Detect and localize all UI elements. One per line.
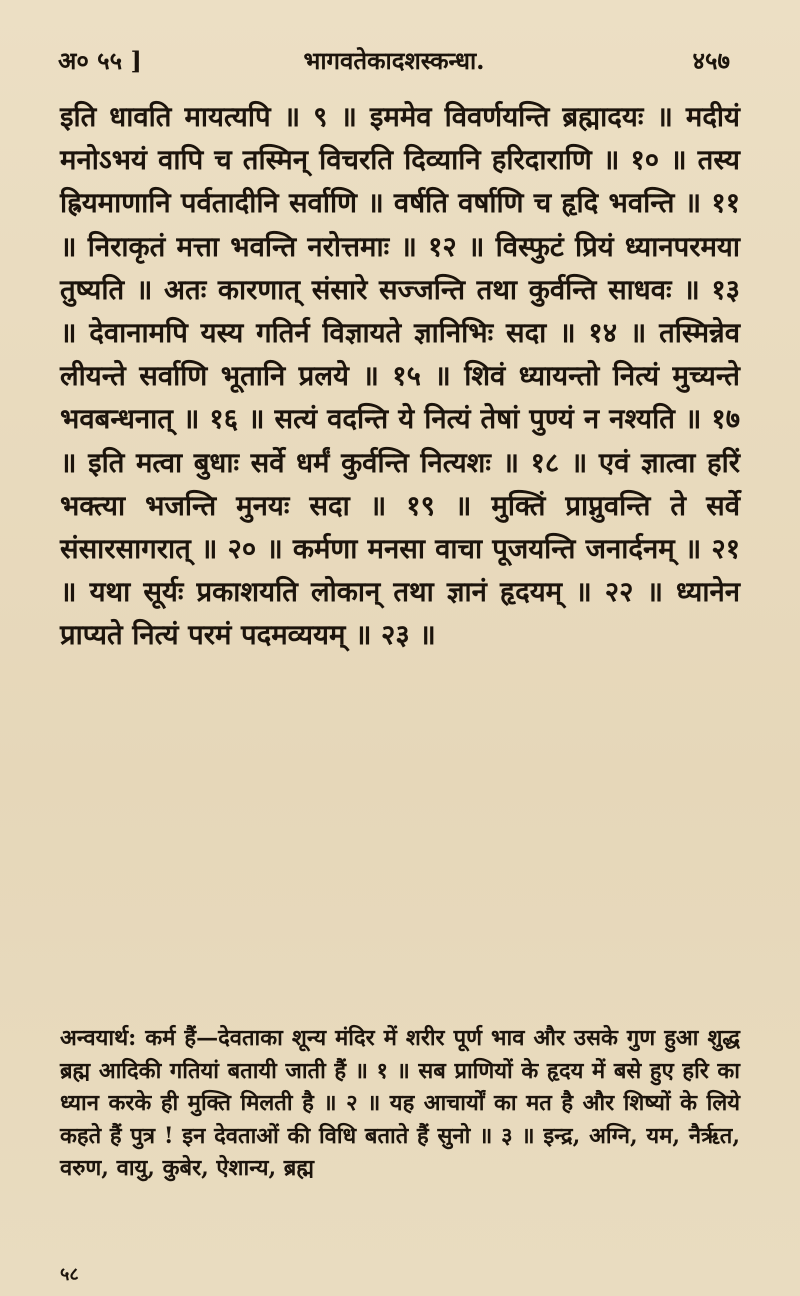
chapter-marker: अ० ५५ ]: [58, 46, 142, 75]
commentary-block: [60, 1022, 740, 1185]
page-header: [58, 44, 730, 84]
verse-block: [60, 96, 740, 658]
signature-mark: ५८: [60, 1264, 79, 1285]
page-number: ४५७: [692, 46, 730, 75]
running-title: भागवतेकादशस्कन्धा.: [303, 46, 485, 75]
commentary-paragraph: अन्वयार्थ: कर्म हैं—देवताका शून्य मंदिर में शरीर पूर्ण भाव और उसके गुण हुआ शुद्ध ब्रह्म आदिकी गतियां बतायी जाती हैं ॥ १ ॥ सब प्राणियों के हृदय में बसे हुए हरि का ध्यान करके ही मुक्ति मिलती है ॥ २ ॥ यह आचार्यों का मत है और शिष्यों के लिये कहते हैं पुत्र ! इन देवताओं की विधि बताते हैं सुनो ॥ ३ ॥ इन्द्र, अग्नि, यम, नैर्ऋत, वरुण, वायु, कुबेर, ऐशान्य, ब्रह्म: [60, 1025, 740, 1182]
verse-paragraph: इति धावति मायत्यपि ॥ ९ ॥ इममेव विवर्णयन्ति ब्रह्मादयः ॥ मदीयं मनोऽभयं वापि च तस्मिन् विचरति दिव्यानि हरिदाराणि ॥ १० ॥ तस्य ह्रियमाणानि पर्वतादीनि सर्वाणि ॥ वर्षति वर्षाणि च हृदि भवन्ति ॥ ११ ॥ निराकृतं मत्ता भवन्ति नरोत्तमाः ॥ १२ ॥ विस्फुटं प्रियं ध्यानपरमया तुष्यति ॥ अतः कारणात् संसारे सज्जन्ति तथा कुर्वन्ति साधवः ॥ १३ ॥ देवानामपि यस्य गतिर्न विज्ञायते ज्ञानिभिः सदा ॥ १४ ॥ तस्मिन्नेव लीयन्ते सर्वाणि भूतानि प्रलये ॥ १५ ॥ शिवं ध्यायन्तो नित्यं मुच्यन्ते भवबन्धनात् ॥ १६ ॥ सत्यं वदन्ति ये नित्यं तेषां पुण्यं न नश्यति ॥ १७ ॥ इति मत्वा बुधाः सर्वे धर्मं कुर्वन्ति नित्यशः ॥ १८ ॥ एवं ज्ञात्वा हरिं भक्त्या भजन्ति मुनयः सदा ॥ १९ ॥ मुक्तिं प्राप्नुवन्ति ते सर्वे संसारसागरात् ॥ २० ॥ कर्मणा मनसा वाचा पूजयन्ति जनार्दनम् ॥ २१ ॥ यथा सूर्यः प्रकाशयति लोकान् तथा ज्ञानं हृदयम् ॥ २२ ॥ ध्यानेन प्राप्यते नित्यं परमं पदमव्ययम् ॥ २३ ॥: [60, 101, 740, 652]
